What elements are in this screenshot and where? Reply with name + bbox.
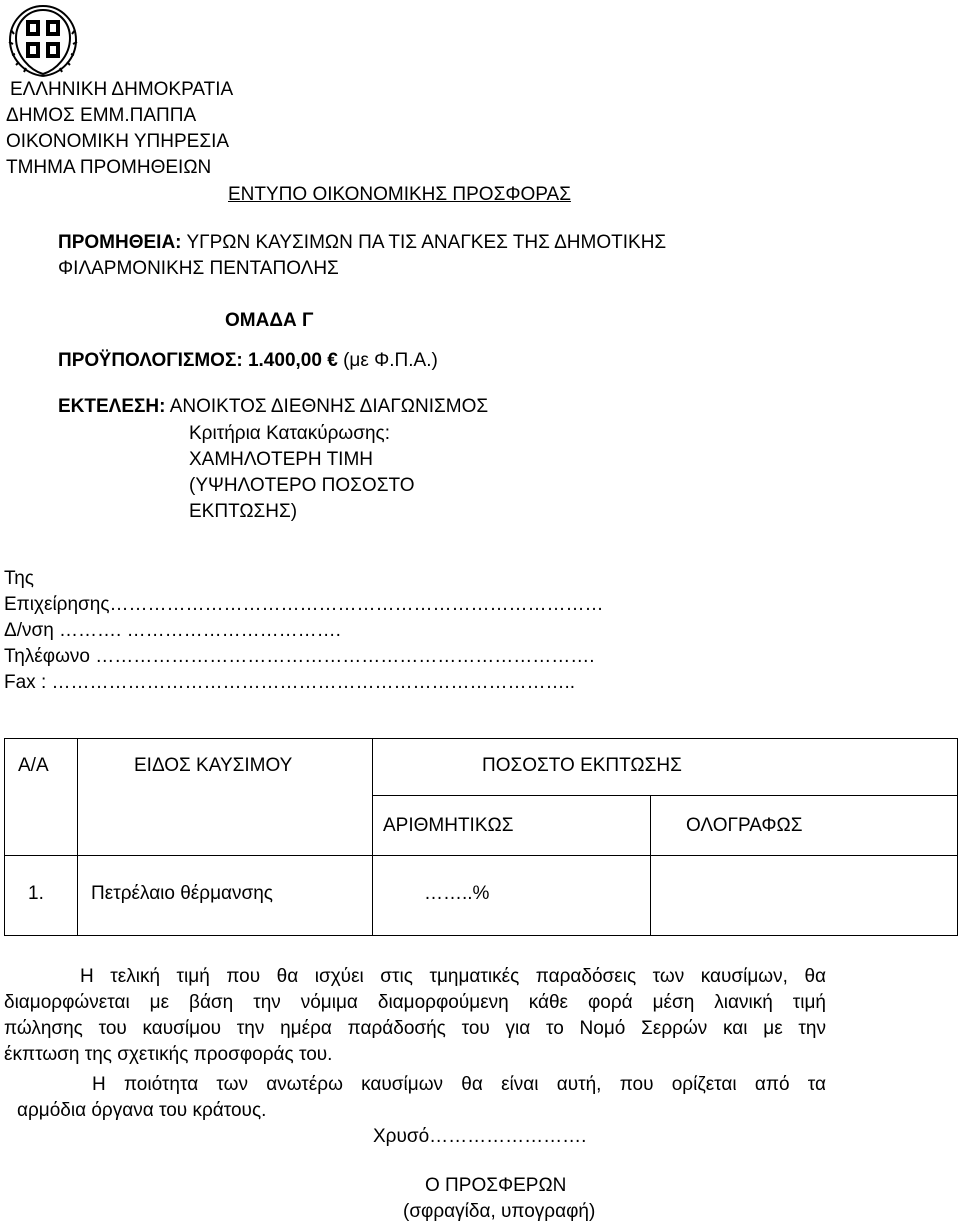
budget-note: (με Φ.Π.Α.)	[343, 350, 438, 371]
execution-line	[58, 396, 488, 419]
date-field[interactable]: Χρυσό…………………….	[373, 1126, 587, 1147]
fax-field[interactable]: Fax : ………………………………………………………………………..	[4, 672, 576, 693]
signature-note: (σφραγίδα, υπογραφή)	[403, 1201, 596, 1222]
note-p2-line2: αρμόδια όργανα του κράτους.	[17, 1100, 267, 1121]
note-p1-line1: Η τελική τιμή που θα ισχύει στις τμηματικές παραδόσεις των καυσίμων, θα	[80, 966, 826, 987]
budget-line	[58, 350, 438, 373]
header-department: ΤΜΗΜΑ ΠΡΟΜΗΘΕΙΩΝ	[6, 157, 212, 178]
row-numeric-field[interactable]: ……..%	[424, 883, 490, 904]
procurement-label: ΠΡΟΜΗΘΕΙΑ:	[58, 232, 182, 253]
greek-national-emblem-icon	[6, 4, 80, 78]
header-service: ΟΙΚΟΝΟΜΙΚΗ ΥΠΗΡΕΣΙΑ	[6, 131, 230, 152]
criteria-line3: (ΥΨΗΛΟΤΕΡΟ ΠΟΣΟΣΤΟ	[189, 475, 415, 496]
bidder-of-the: Της	[4, 568, 34, 589]
note-p2-line1: Η ποιότητα των ανωτέρω καυσίμων θα είναι αυτή, που ορίζεται από τα	[92, 1074, 826, 1095]
procurement-line1	[58, 232, 666, 255]
note-p1-line3: πώλησης του καυσίμου την ημέρα παράδοσής του για το Νομό Σερρών και με την	[4, 1018, 826, 1039]
row-aa: 1.	[28, 883, 44, 904]
header-municipality: ΔΗΜΟΣ ΕΜΜ.ΠΑΠΠΑ	[6, 105, 197, 126]
header-country: ΕΛΛΗΝΙΚΗ ΔΗΜΟΚΡΑΤΙΑ	[10, 79, 234, 100]
header-words: ΟΛΟΓΡΑΦΩΣ	[686, 815, 803, 836]
note-p1-line2: διαμορφώνεται με βάση την νόμιμα διαμορφούμενη κάθε φορά μέση λιανική τιμή	[4, 992, 826, 1013]
header-fuel-type: ΕΙΔΟΣ ΚΑΥΣΙΜΟΥ	[134, 755, 293, 776]
form-title: ΕΝΤΥΠΟ ΟΙΚΟΝΟΜΙΚΗΣ ΠΡΟΣΦΟΡΑΣ	[228, 184, 571, 205]
header-aa: Α/Α	[18, 755, 49, 776]
address-field[interactable]: Δ/νση ………. …………………………….	[4, 620, 341, 641]
row-fuel-type: Πετρέλαιο θέρμανσης	[91, 883, 273, 904]
euro-symbol: €	[327, 350, 338, 371]
procurement-line2: ΦΙΛΑΡΜΟΝΙΚΗΣ ΠΕΝΤΑΠΟΛΗΣ	[58, 258, 339, 279]
criteria-line2: ΧΑΜΗΛΟΤΕΡΗ ΤΙΜΗ	[189, 449, 374, 470]
phone-field[interactable]: Τηλέφωνο …………………………………………………………………….	[4, 646, 595, 667]
execution-value: ΑΝΟΙΚΤΟΣ ΔΙΕΘΝΗΣ ΔΙΑΓΩΝΙΣΜΟΣ	[169, 396, 489, 417]
budget-label: ΠΡΟΫΠΟΛΟΓΙΣΜΟΣ: 1.400,00	[58, 350, 322, 371]
procurement-text: ΥΓΡΩΝ ΚΑΥΣΙΜΩΝ ΠΑ ΤΙΣ ΑΝΑΓΚΕΣ ΤΗΣ ΔΗΜΟΤΙΚΗΣ	[186, 232, 667, 253]
header-discount: ΠΟΣΟΣΤΟ ΕΚΠΤΩΣΗΣ	[482, 755, 682, 776]
group-label: ΟΜΑΔΑ Γ	[225, 310, 314, 331]
company-field[interactable]: Επιχείρησης……………………………………………………………………	[4, 594, 604, 615]
criteria-line4: ΕΚΠΤΩΣΗΣ)	[189, 501, 298, 522]
note-p1-line4: έκπτωση της σχετικής προσφοράς του.	[4, 1044, 333, 1065]
header-numeric: ΑΡΙΘΜΗΤΙΚΩΣ	[383, 815, 514, 836]
criteria-line1: Κριτήρια Κατακύρωσης:	[189, 423, 390, 444]
execution-label: ΕΚΤΕΛΕΣΗ:	[58, 396, 166, 417]
signature-title: Ο ΠΡΟΣΦΕΡΩΝ	[425, 1175, 567, 1196]
